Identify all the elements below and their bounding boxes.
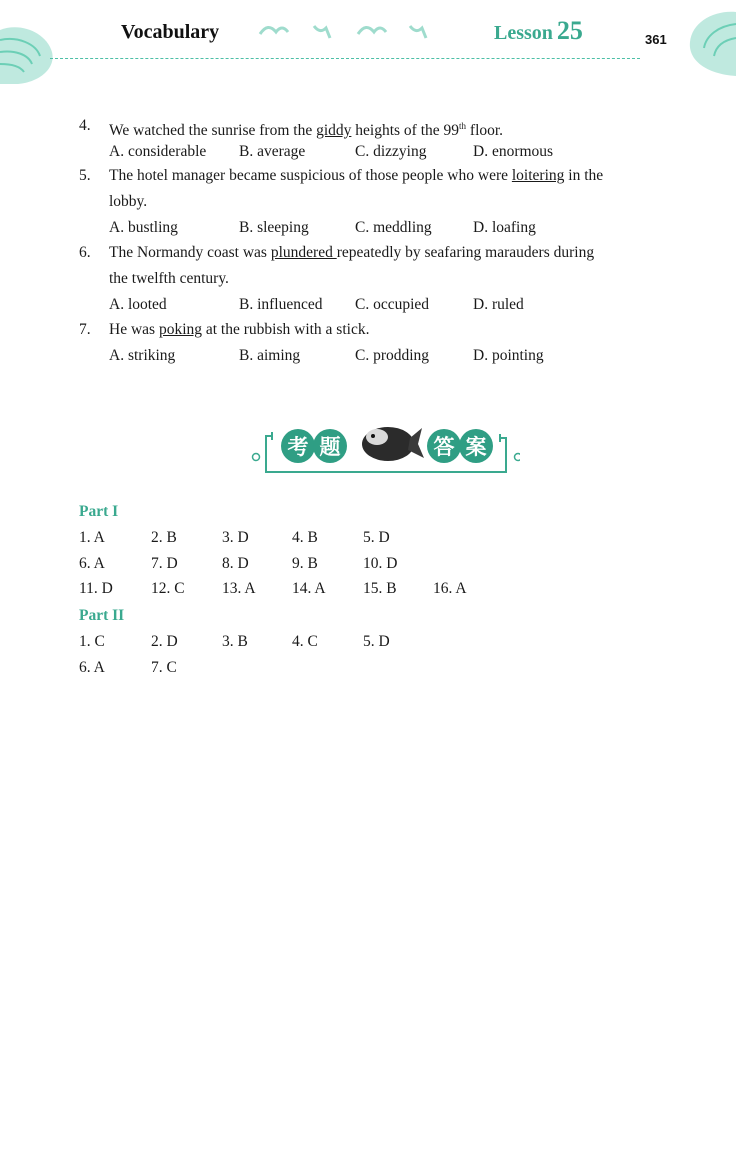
answer-item: 1. C (79, 633, 105, 650)
option-d: D. ruled (473, 296, 524, 313)
stem-text: in the (564, 167, 604, 184)
underlined-word: loitering (511, 167, 565, 184)
answers-banner (250, 420, 520, 480)
underlined-word: plundered (270, 244, 337, 261)
page-number: 361 (645, 32, 667, 47)
answer-item: 2. D (151, 633, 178, 650)
superscript: th (459, 121, 467, 131)
question-6 (79, 240, 679, 318)
option-a: A. looted (109, 296, 167, 313)
stem-text: floor. (466, 122, 504, 140)
answer-item: 16. A (433, 580, 467, 597)
question-number: 7. (79, 321, 91, 338)
option-b: B. average (239, 143, 306, 160)
option-c: C. dizzying (355, 143, 427, 160)
option-b: B. influenced (239, 296, 323, 313)
option-d: D. pointing (473, 347, 544, 364)
option-a: A. bustling (109, 219, 178, 236)
stem-continuation: lobby. (109, 193, 148, 210)
header-divider (50, 58, 640, 59)
option-c: C. prodding (355, 347, 430, 364)
lesson-title (494, 16, 583, 46)
lesson-number: 25 (556, 16, 583, 45)
option-b: B. sleeping (239, 219, 309, 236)
bird-pattern-icon (258, 16, 458, 46)
answer-item: 7. D (151, 555, 178, 572)
answer-item: 12. C (151, 580, 185, 597)
answer-item: 5. D (363, 529, 390, 546)
options-row (109, 292, 669, 318)
stem-text: repeatedly by seafaring marauders during (336, 244, 595, 261)
options-row (109, 215, 669, 241)
shell-decoration-icon (0, 22, 60, 88)
answer-item: 8. D (222, 555, 249, 572)
banner-char: 答 (433, 435, 455, 459)
banner-char: 案 (465, 435, 487, 459)
answer-item: 4. C (292, 633, 318, 650)
option-a: A. considerable (109, 143, 207, 160)
answer-item: 6. A (79, 555, 105, 572)
question-number: 5. (79, 167, 91, 184)
stem-text: heights of the 99 (351, 122, 460, 140)
answer-row (79, 580, 539, 604)
answer-row (79, 555, 539, 579)
fish-icon (362, 427, 424, 461)
answer-item: 2. B (151, 529, 177, 546)
question-stem (109, 240, 671, 266)
section-title: Vocabulary (121, 21, 220, 43)
page-header (0, 0, 736, 90)
answer-item: 15. B (363, 580, 397, 597)
option-c: C. meddling (355, 219, 432, 236)
options-row (109, 139, 669, 165)
answer-item: 13. A (222, 580, 256, 597)
underlined-word: poking (158, 321, 202, 338)
option-d: D. enormous (473, 143, 554, 160)
underlined-word: giddy (316, 122, 352, 140)
answer-item: 7. C (151, 659, 177, 676)
question-4 (79, 113, 679, 165)
answer-item: 6. A (79, 659, 105, 676)
shell-decoration-icon (678, 8, 736, 80)
stem-text: We watched the sunrise from the (109, 122, 317, 140)
options-row (109, 343, 669, 369)
question-stem (109, 317, 671, 343)
stem-text: He was (109, 321, 159, 338)
answer-row (79, 659, 539, 683)
answer-item: 3. B (222, 633, 248, 650)
question-number: 4. (79, 117, 91, 134)
banner-char: 考 (287, 435, 309, 459)
answer-item: 3. D (222, 529, 249, 546)
answer-item: 4. B (292, 529, 318, 546)
part-1-heading: Part I (79, 503, 119, 520)
option-a: A. striking (109, 347, 176, 364)
part-2-heading: Part II (79, 607, 125, 624)
stem-text: at the rubbish with a stick. (202, 321, 370, 338)
stem-continuation: the twelfth century. (109, 270, 229, 287)
option-b: B. aiming (239, 347, 301, 364)
question-7 (79, 317, 679, 369)
answer-item: 11. D (79, 580, 113, 597)
option-c: C. occupied (355, 296, 430, 313)
answer-item: 10. D (363, 555, 398, 572)
question-stem (109, 163, 671, 189)
answer-item: 5. D (363, 633, 390, 650)
stem-text: The Normandy coast was (109, 244, 271, 261)
answer-item: 1. A (79, 529, 105, 546)
answer-item: 9. B (292, 555, 318, 572)
banner-char: 题 (319, 435, 341, 459)
question-5 (79, 163, 679, 241)
option-d: D. loafing (473, 219, 536, 236)
lesson-label: Lesson (494, 22, 553, 44)
answer-row (79, 529, 539, 553)
question-number: 6. (79, 244, 91, 261)
answer-item: 14. A (292, 580, 326, 597)
stem-text: The hotel manager became suspicious of those people who were (109, 167, 512, 184)
answer-row (79, 633, 539, 657)
